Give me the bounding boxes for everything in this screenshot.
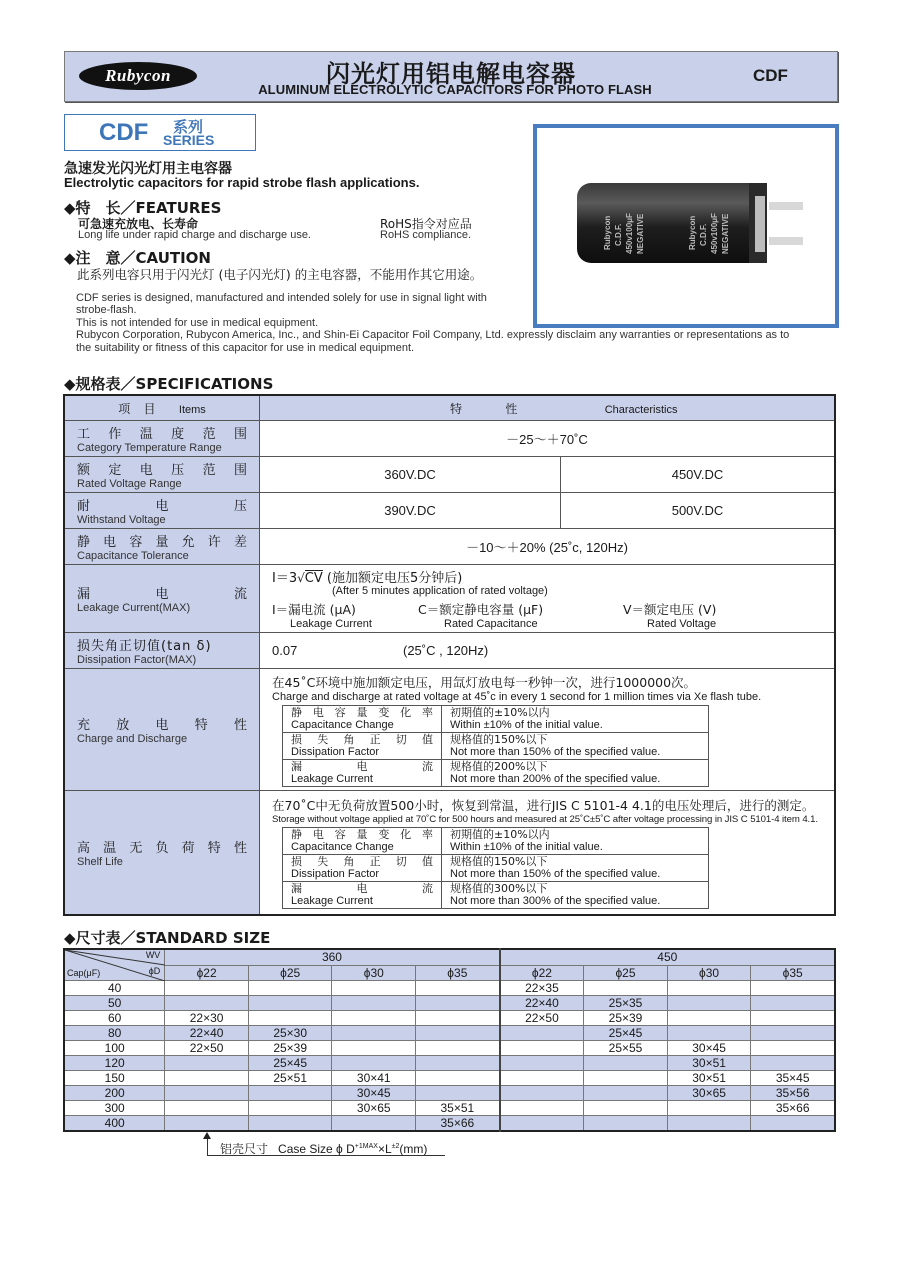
title-cn: 闪光灯用铝电解电容器 (326, 60, 576, 88)
leakage-def: C＝额定静电容量 (μF) Rated Capacitance (418, 602, 544, 630)
size-cell (751, 1041, 835, 1056)
size-cell (584, 1086, 668, 1101)
size-cell: 30×65 (332, 1101, 416, 1116)
arrow-up-icon (203, 1132, 211, 1139)
size-cell: 22×35 (500, 981, 584, 996)
caution-text (76, 292, 816, 354)
series-code: CDF (753, 66, 788, 85)
size-cell: 30×51 (667, 1071, 751, 1086)
lead-bottom (769, 237, 803, 245)
caution-line: CDF series is designed, manufactured and intended solely for use in signal light with (76, 292, 487, 304)
rated-voltage-360: 360V.DC (260, 457, 561, 493)
size-cell (248, 1101, 332, 1116)
size-cell (751, 1026, 835, 1041)
label-en: Capacitance Tolerance (77, 550, 189, 562)
title-en: ALUMINUM ELECTROLYTIC CAPACITORS FOR PHOTO FLASH (258, 82, 652, 97)
diameter-header: ϕ22 (165, 965, 249, 981)
spec-label (64, 669, 260, 791)
size-cell (416, 1041, 500, 1056)
size-row (64, 1116, 835, 1132)
print-rating-2: 450v100μF (710, 213, 719, 254)
caution-line: strobe-flash. (76, 304, 137, 317)
corner-d: ϕD (148, 966, 161, 976)
print-brand-1: Rubycon (603, 215, 612, 250)
size-cell (584, 1116, 668, 1132)
rated-voltage-450: 450V.DC (561, 457, 836, 493)
feature-2-cn: RoHS指令对应品 (380, 217, 472, 231)
diameter-header: ϕ30 (667, 965, 751, 981)
cap-value: 150 (64, 1071, 165, 1086)
size-cell (667, 1026, 751, 1041)
label-cn: 耐 电 压 (77, 499, 247, 514)
label-cn: 损失角正切值(tan δ) (77, 639, 212, 654)
size-cell (248, 1011, 332, 1026)
temp-value: －25～＋70˚C (260, 421, 836, 457)
size-cell (416, 981, 500, 996)
cap-value: 60 (64, 1011, 165, 1026)
label-en: Withstand Voltage (77, 514, 166, 526)
cap-value: 80 (64, 1026, 165, 1041)
voltage-360-header: 360 (165, 949, 500, 965)
size-cell: 30×51 (667, 1056, 751, 1071)
corner-wv: WV (145, 950, 161, 960)
size-cell: 25×39 (584, 1011, 668, 1026)
cap-value: 50 (64, 996, 165, 1011)
size-cell (248, 1086, 332, 1101)
diameter-header: ϕ35 (416, 965, 500, 981)
charge-desc-cn: 在45˚C环境中施加额定电压，用氙灯放电每一秒钟一次，进行1000000次。 (272, 674, 697, 690)
size-cell (165, 1116, 249, 1132)
size-cell: 30×45 (332, 1086, 416, 1101)
size-cell (584, 1101, 668, 1116)
size-row (64, 1071, 835, 1086)
caution-cn: 此系列电容只用于闪光灯 (电子闪光灯) 的主电容器，不能用作其它用途。 (77, 267, 483, 282)
leakage-defs (272, 600, 822, 630)
size-cell: 35×66 (416, 1116, 500, 1132)
spec-row-dissipation (64, 633, 835, 669)
print-model-1: C.D.F. (614, 223, 623, 246)
charge-desc-en: Charge and discharge at rated voltage at 45˚c in every 1 second for 1 million times via Xe flash tube. (272, 690, 762, 703)
size-cell: 35×45 (751, 1071, 835, 1086)
leakage-formula-en: (After 5 minutes application of rated voltage) (332, 585, 548, 597)
label-cn: 漏 电 流 (77, 587, 247, 602)
print-rating-1: 450v100μF (625, 213, 634, 254)
size-cell (667, 981, 751, 996)
size-cell: 25×39 (248, 1041, 332, 1056)
label-en: Rated Voltage Range (77, 478, 182, 490)
size-cell (248, 1116, 332, 1132)
size-cell: 22×40 (165, 1026, 249, 1041)
size-cell (584, 981, 668, 996)
spec-row-temperature (64, 421, 835, 457)
items-cn-2: 目 (143, 401, 156, 416)
label-cn: 高 温 无 负 荷 特 性 (77, 840, 247, 856)
spec-row-leakage (64, 565, 835, 633)
cap-tolerance-value: －10～＋20% (25˚c, 120Hz) (260, 529, 836, 565)
size-cell (500, 1086, 584, 1101)
spec-label (64, 529, 260, 565)
size-header-diameter-row (64, 965, 835, 981)
feature-2-en: RoHS compliance. (380, 229, 472, 241)
size-cell (584, 1071, 668, 1086)
size-cell (165, 1056, 249, 1071)
size-row (64, 1056, 835, 1071)
case-size-note: 铝壳尺寸 Case Size ϕ $D^{+1MAX}\times L^{\pm 2}(mm)$ (220, 1142, 428, 1156)
size-cell (248, 981, 332, 996)
size-cell (332, 981, 416, 996)
size-cell (500, 1071, 584, 1086)
size-cell (332, 996, 416, 1011)
size-cell: 25×35 (584, 996, 668, 1011)
size-cell (165, 1101, 249, 1116)
series-label-en: SERIES (163, 132, 215, 148)
size-cell: 25×45 (248, 1056, 332, 1071)
cap-value: 200 (64, 1086, 165, 1101)
criteria-row: 损 失 角 正 切 值 Dissipation Factor 规格值的150%以下 Not more than 150% of the specified value. (283, 854, 709, 881)
standard-size-heading: ◆尺寸表／STANDARD SIZE (64, 929, 271, 947)
size-cell (165, 1086, 249, 1101)
size-cell (667, 1011, 751, 1026)
criteria-row: 漏 电 流 Leakage Current 规格值的200%以下 Not more than 200% of the specified value. (283, 759, 709, 786)
label-cn: 充 放 电 特 性 (77, 718, 247, 733)
spec-row-withstand (64, 493, 835, 529)
spec-label (64, 633, 260, 669)
label-cn: 额 定 电 压 范 围 (77, 463, 247, 478)
char-en: Characteristics (604, 403, 678, 416)
size-cell: 25×45 (584, 1026, 668, 1041)
size-cell (416, 1026, 500, 1041)
print-brand-2: Rubycon (688, 215, 697, 250)
header-banner (64, 51, 838, 102)
caution-line: This is not intended for use in medical equipment. (76, 316, 319, 329)
criteria-row: 静 电 容 量 变 化 率 Capacitance Change 初期值的±10%以内 Within ±10% of the initial value. (283, 827, 709, 854)
spec-header-row (64, 395, 835, 421)
series-box (64, 114, 256, 151)
size-cell (751, 1116, 835, 1132)
spec-row-rated-voltage (64, 457, 835, 493)
size-cell (416, 1011, 500, 1026)
items-en: Items (178, 403, 206, 416)
intro-en: Electrolytic capacitors for rapid strobe flash applications. (64, 175, 420, 190)
size-cell (500, 1041, 584, 1056)
size-cell (165, 996, 249, 1011)
size-cell: 30×41 (332, 1071, 416, 1086)
size-cell (416, 1071, 500, 1086)
label-en: Leakage Current(MAX) (77, 602, 191, 614)
criteria-row: 漏 电 流 Leakage Current 规格值的300%以下 Not more than 300% of the specified value. (283, 881, 709, 908)
char-cn-1: 特 (450, 401, 463, 416)
shelf-life-value (260, 791, 836, 915)
size-cell: 22×50 (500, 1011, 584, 1026)
leakage-formula: I＝3√CV (施加额定电压5分钟后) (272, 571, 463, 586)
print-negative-1: NEGATIVE (636, 213, 645, 254)
size-row (64, 996, 835, 1011)
series-label-cn: 系列 (173, 118, 204, 136)
feature-1-cn: 可急速充放电、长寿命 (78, 217, 199, 231)
size-cell (751, 1056, 835, 1071)
size-cell (500, 1116, 584, 1132)
shelf-desc-en: Storage without voltage applied at 70˚C for 500 hours and measured at 25˚C±5˚C after voltage processing in JIS C 5101-4 item 4.1. (272, 813, 818, 825)
size-cell: 25×30 (248, 1026, 332, 1041)
spec-row-charge-discharge (64, 669, 835, 791)
size-cell (500, 1101, 584, 1116)
size-cell (416, 996, 500, 1011)
size-cell (667, 996, 751, 1011)
label-en: Charge and Discharge (77, 733, 188, 745)
cap-value: 400 (64, 1116, 165, 1132)
criteria-row: 损 失 角 正 切 值 Dissipation Factor 规格值的150%以下 Not more than 150% of the specified value. (283, 732, 709, 759)
caution-line: the suitability or fitness of this capacitor for use in medical equipment. (76, 341, 415, 354)
size-cell: 22×40 (500, 996, 584, 1011)
capacitor-terminal (755, 196, 765, 252)
size-cell: 22×30 (165, 1011, 249, 1026)
size-cell (667, 1116, 751, 1132)
leakage-value (260, 565, 836, 633)
specifications-table (63, 394, 836, 916)
size-row (64, 1101, 835, 1116)
features-heading: ◆特 长／FEATURES (64, 199, 222, 217)
dissipation-value: 0.07 (25˚C , 120Hz) (260, 633, 836, 669)
spec-row-cap-tolerance (64, 529, 835, 565)
size-corner-cell (64, 949, 165, 981)
withstand-450: 500V.DC (561, 493, 836, 529)
cap-value: 300 (64, 1101, 165, 1116)
spec-label (64, 791, 260, 915)
label-en: Dissipation Factor(MAX) (77, 654, 197, 666)
size-header-voltage-row (64, 949, 835, 965)
size-cell (667, 1101, 751, 1116)
size-cell: 25×55 (584, 1041, 668, 1056)
size-cell (332, 1056, 416, 1071)
size-cell (500, 1026, 584, 1041)
print-negative-2: NEGATIVE (721, 213, 730, 254)
charge-criteria-table (282, 705, 709, 787)
leakage-def: I＝漏电流 (μA) Leakage Current (272, 602, 372, 630)
spec-row-shelf-life (64, 791, 835, 915)
series-name: CDF (99, 119, 149, 146)
char-cn-2: 性 (505, 401, 518, 416)
spec-label (64, 421, 260, 457)
size-row (64, 981, 835, 996)
spec-label (64, 457, 260, 493)
size-cell (332, 1011, 416, 1026)
caution-heading: ◆注 意／CAUTION (64, 249, 211, 267)
diameter-header: ϕ35 (751, 965, 835, 981)
size-cell (332, 1116, 416, 1132)
withstand-360: 390V.DC (260, 493, 561, 529)
standard-size-table (63, 948, 836, 1132)
diameter-header: ϕ25 (584, 965, 668, 981)
size-cell: 30×65 (667, 1086, 751, 1101)
size-cell: 25×51 (248, 1071, 332, 1086)
formula-root: CV (304, 571, 323, 586)
label-cn: 静 电 容 量 允 许 差 (77, 535, 247, 550)
diameter-header: ϕ30 (332, 965, 416, 981)
caution-line: Rubycon Corporation, Rubycon America, Inc., and Shin-Ei Capacitor Foil Company, Ltd. expressly disclaim any warranties or representations as to (76, 329, 790, 342)
size-cell (751, 1011, 835, 1026)
label-cn: 工 作 温 度 范 围 (77, 427, 247, 442)
corner-cap: Cap(μF) (67, 968, 101, 978)
voltage-450-header: 450 (500, 949, 835, 965)
size-cell (584, 1056, 668, 1071)
size-cell: 30×45 (667, 1041, 751, 1056)
label-en: Shelf Life (77, 855, 123, 868)
size-cell: 35×51 (416, 1101, 500, 1116)
shelf-desc-cn: 在70˚C中无负荷放置500小时，恢复到常温，进行JIS C 5101-4 4.1的电压处理后，进行的测定。 (272, 797, 815, 813)
size-row (64, 1026, 835, 1041)
print-model-2: C.D.F. (699, 223, 708, 246)
criteria-row: 静 电 容 量 变 化 率 Capacitance Change 初期值的±10%以内 Within ±10% of the initial value. (283, 705, 709, 732)
diameter-header: ϕ22 (500, 965, 584, 981)
size-cell (751, 981, 835, 996)
spec-header-items (64, 395, 260, 421)
size-cell (416, 1086, 500, 1101)
items-cn-1: 项 (118, 401, 131, 416)
size-row (64, 1011, 835, 1026)
size-row (64, 1041, 835, 1056)
diameter-header: ϕ25 (248, 965, 332, 981)
lead-top (769, 202, 803, 210)
size-cell: 35×66 (751, 1101, 835, 1116)
size-cell (332, 1026, 416, 1041)
size-cell (165, 1071, 249, 1086)
size-row (64, 1086, 835, 1101)
size-cell (416, 1056, 500, 1071)
size-cell (248, 996, 332, 1011)
spec-label (64, 493, 260, 529)
size-cell (165, 981, 249, 996)
size-cell (332, 1041, 416, 1056)
size-cell: 22×50 (165, 1041, 249, 1056)
spec-label (64, 565, 260, 633)
spec-header-characteristics (260, 395, 836, 421)
cap-value: 100 (64, 1041, 165, 1056)
cap-value: 40 (64, 981, 165, 996)
size-cell (751, 996, 835, 1011)
charge-discharge-value (260, 669, 836, 791)
shelf-criteria-table (282, 827, 709, 909)
leakage-def: V＝额定电压 (V) Rated Voltage (623, 602, 717, 630)
label-en: Category Temperature Range (77, 442, 222, 454)
rubycon-logo: Rubycon (79, 62, 197, 90)
cap-value: 120 (64, 1056, 165, 1071)
size-cell: 35×56 (751, 1086, 835, 1101)
size-cell (500, 1056, 584, 1071)
feature-1-en: Long life under rapid charge and discharge use. (78, 229, 311, 241)
specifications-heading: ◆规格表／SPECIFICATIONS (64, 375, 274, 393)
intro-cn: 急速发光闪光灯用主电容器 (64, 161, 232, 177)
